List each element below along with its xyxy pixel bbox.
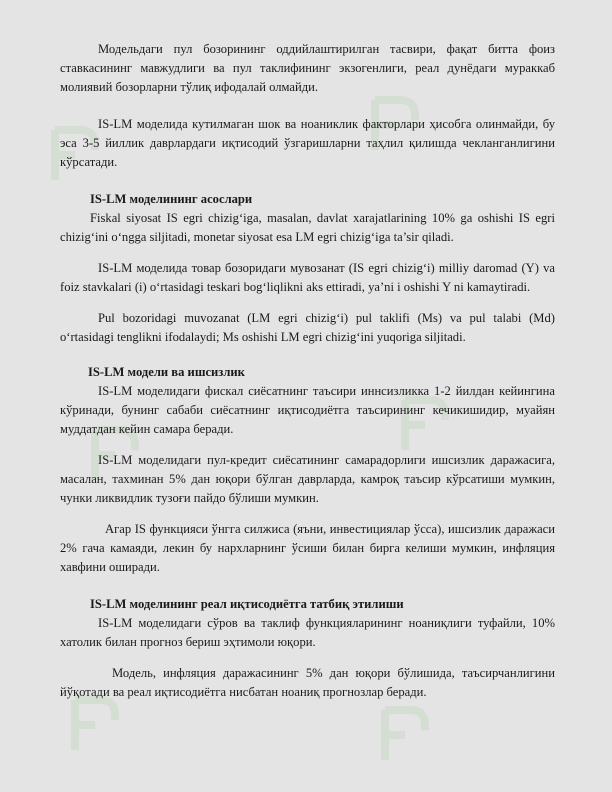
paragraph-goods-market: IS-LM моделида товар бозоридаги мувозанат (IS egri chizig‘i) milliy daromad (Y) va foiz stavkalari (i) o‘rtasidagi teskari bog‘liqlikni aks ettiradi, ya’ni i oshishi Y ni kamaytiradi.	[60, 261, 555, 294]
paragraph-fiscal-policy: Fiskal siyosat IS egri chizig‘iga, masalan, davlat xarajatlarining 10% ga oshishi IS egri chizig‘ini o‘ngga siljitadi, monetar siyosat esa LM egri chizig‘iga ta’sir qiladi.	[60, 211, 555, 244]
paragraph-inflation-sensitivity: Модель, инфляция даражасининг 5% дан юқори бўлишида, таъсирчанлигини йўқотади ва реал иқтисодиётга нисбатан ноаниқ прогнозлар беради.	[60, 666, 555, 699]
paragraph-money-market-simplification: Модельдаги пул бозорининг оддийлаштирилган тасвири, фақат битта фоиз ставкасининг мавжудлиги ва пул таклифининг экзогенлиги, реал дунёдаги мураккаб молиявий бозорларни тўлиқ ифодалай олмайди.	[60, 42, 555, 94]
paragraph-unexpected-shocks: IS-LM моделида кутилмаган шок ва ноаниклик факторлари ҳисобга олинмайди, бу эса 3-5 йиллик даврлардаги иқтисодий ўзгаришларни таҳлил қилишда чекланганлигини кўрсатади.	[60, 117, 555, 169]
section-heading-real-economy: IS-LM моделининг реал иқтисодиётга татбиқ этилиши	[90, 597, 404, 611]
paragraph-is-shift: Агар IS функцияси ўнгга силжиса (яъни, инвестициялар ўсса), ишсизлик даражаси 2% гача камаяди, лекин бу нархларнинг ўсиши билан бирга келиши мумкин, инфляция хавфини оширади.	[60, 522, 555, 574]
section-heading-foundations: IS-LM моделининг асослари	[90, 192, 253, 206]
paragraph-monetary-effectiveness: IS-LM моделидаги пул-кредит сиёсатининг самарадорлиги ишсизлик даражасига, масалан, тахминан 5% дан юқори бўлган даврларда, камроқ таъсир кўрсатиши мумкин, чунки ликвидлик тузоғи пайдо бўлиши мумкин.	[60, 453, 555, 505]
paragraph-fiscal-lag: IS-LM моделидаги фискал сиёсатнинг таъсири иннсизликка 1-2 йилдан кейингина кўринади, бунинг сабаби сиёсатнинг иқтисодиётга таъсирининг кечикишидир, муайян муддатдан кейин самара беради.	[60, 384, 555, 436]
paragraph-forecast-error: IS-LM моделидаги сўров ва таклиф функцияларининг ноаниқлиги туфайли, 10% хатолик билан прогноз бериш эҳтимоли юқори.	[60, 616, 555, 649]
document-page	[60, 40, 555, 702]
watermark-logo	[370, 700, 440, 770]
paragraph-money-market: Pul bozoridagi muvozanat (LM egri chizig‘i) pul taklifi (Ms) va pul talabi (Md) o‘rtasidagi tenglikni ifodalaydi; Ms oshishi LM egri chizig‘ini yuqoriga siljitadi.	[60, 311, 555, 344]
section-heading-unemployment: IS-LM модели ва ишсизлик	[88, 365, 245, 379]
